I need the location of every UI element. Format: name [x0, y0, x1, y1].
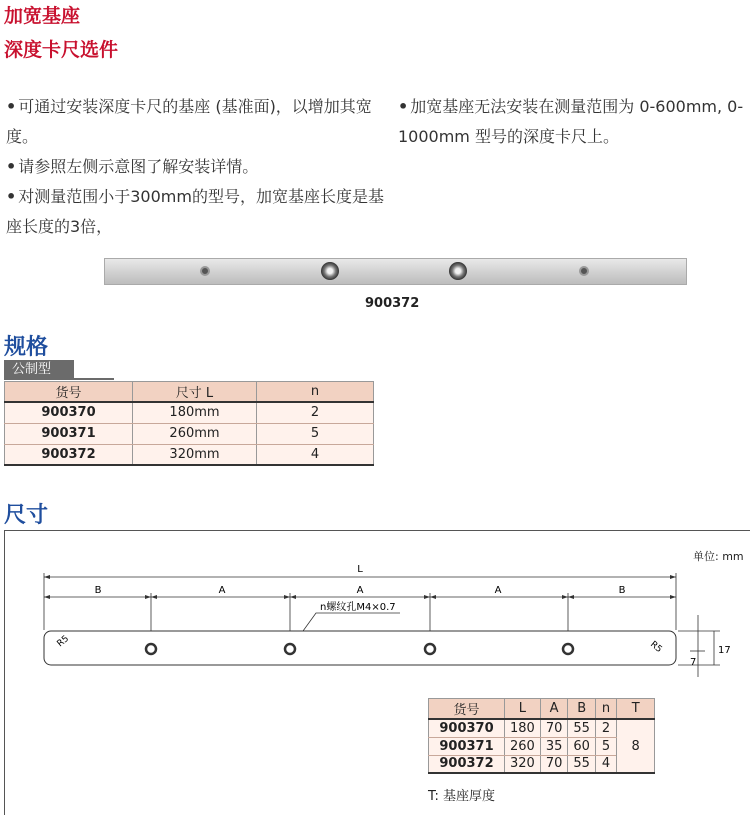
cell-A: 70 [540, 719, 568, 737]
col-header: T [617, 699, 655, 720]
unit-label: 单位: mm [693, 550, 744, 563]
table-row [5, 423, 374, 444]
col-header: n [257, 382, 374, 403]
bullet-dot: • [398, 97, 409, 116]
dim-label-B: B [618, 585, 626, 596]
col-header: A [540, 699, 568, 720]
cell-size: 320mm [133, 444, 257, 465]
bullet-text: 对测量范围小于300mm的型号，加宽基座长度是基座长度的3倍， [6, 187, 384, 236]
radius-label: R5 [55, 633, 72, 650]
technical-drawing [0, 555, 750, 685]
thickness-note: T: 基座厚度 [428, 789, 496, 804]
cell-B: 55 [568, 719, 596, 737]
table-row [429, 719, 655, 737]
bullet-dot: • [6, 157, 17, 176]
dimension-table [428, 698, 655, 774]
mounting-stud [321, 262, 339, 280]
photo-caption: 900372 [365, 296, 420, 311]
base-photo [104, 258, 687, 285]
col-header: 货号 [429, 699, 505, 720]
cell-n: 4 [595, 755, 616, 773]
bullet-item [6, 92, 388, 152]
product-subtitle: 深度卡尺选件 [4, 39, 119, 61]
cell-T: 8 [617, 719, 655, 773]
dim-label-17: 17 [718, 645, 731, 656]
bullet-dot: • [6, 97, 17, 116]
bullet-list-left [6, 92, 388, 242]
thread-hole [425, 644, 435, 654]
cell-n: 2 [595, 719, 616, 737]
cell-n: 5 [595, 737, 616, 755]
cell-size: 180mm [133, 402, 257, 423]
cell-L: 180 [505, 719, 541, 737]
cell-code: 900370 [429, 719, 505, 737]
dim-label-7: 7 [690, 657, 697, 668]
cell-code: 900371 [429, 737, 505, 755]
dim-label-B: B [94, 585, 102, 596]
cell-size: 260mm [133, 423, 257, 444]
bullet-item [6, 182, 388, 242]
bullet-item [398, 92, 748, 152]
cell-L: 320 [505, 755, 541, 773]
cell-code: 900370 [5, 402, 133, 423]
table-header-row [5, 382, 374, 403]
dim-label-L: L [357, 564, 363, 575]
bullet-item [6, 152, 388, 182]
col-header: L [505, 699, 541, 720]
mounting-stud [449, 262, 467, 280]
metric-tab: 公制型 [4, 360, 74, 379]
table-row [5, 402, 374, 423]
table-row [5, 444, 374, 465]
cell-L: 260 [505, 737, 541, 755]
col-header: n [595, 699, 616, 720]
thread-label: n螺纹孔M4×0.7 [320, 602, 396, 613]
bullet-text: 可通过安装深度卡尺的基座 (基准面)，以增加其宽度。 [6, 97, 372, 146]
bullet-list-right [398, 92, 748, 152]
bullet-text: 请参照左侧示意图了解安装详情。 [18, 157, 259, 176]
spec-table [4, 381, 374, 466]
cell-code: 900372 [5, 444, 133, 465]
cell-B: 55 [568, 755, 596, 773]
radius-label: R5 [648, 639, 664, 656]
screw-hole [200, 266, 210, 276]
thread-hole [146, 644, 156, 654]
cell-n: 5 [257, 423, 374, 444]
cell-n: 2 [257, 402, 374, 423]
dim-label-A: A [356, 585, 364, 596]
screw-hole [579, 266, 589, 276]
dim-label-A: A [494, 585, 502, 596]
cell-A: 70 [540, 755, 568, 773]
dim-label-A: A [218, 585, 226, 596]
thread-hole [285, 644, 295, 654]
col-header: 尺寸 L [133, 382, 257, 403]
cell-n: 4 [257, 444, 374, 465]
table-header-row [429, 699, 655, 720]
cell-code: 900371 [5, 423, 133, 444]
col-header: 货号 [5, 382, 133, 403]
col-header: B [568, 699, 596, 720]
spec-heading: 规格 [4, 335, 49, 360]
base-outline [44, 631, 676, 665]
cell-B: 60 [568, 737, 596, 755]
cell-A: 35 [540, 737, 568, 755]
bullet-text: 加宽基座无法安装在测量范围为 0-600mm, 0-1000mm 型号的深度卡尺上。 [398, 97, 744, 146]
cell-code: 900372 [429, 755, 505, 773]
dimensions-heading: 尺寸 [4, 503, 49, 528]
bullet-dot: • [6, 187, 17, 206]
thread-hole [563, 644, 573, 654]
product-title: 加宽基座 [4, 5, 81, 27]
tab-underline [4, 378, 114, 380]
